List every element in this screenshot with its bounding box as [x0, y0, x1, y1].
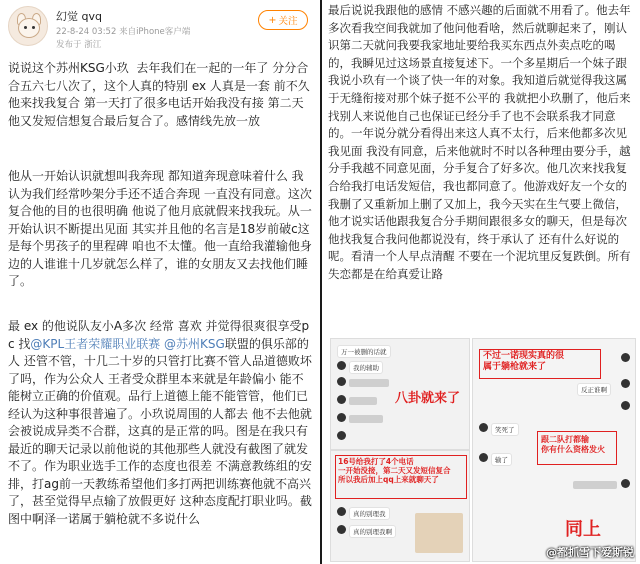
chat3-bubble-1: 反正谁啊 — [577, 383, 611, 396]
plus-icon: + — [268, 14, 277, 26]
avatar-face — [18, 18, 40, 38]
avatar-eye-left — [24, 26, 27, 29]
post-paragraph-3 — [8, 318, 312, 528]
post-header — [0, 0, 320, 54]
chat1-annotation: 八卦就来了 — [395, 391, 461, 406]
chat1-blur-3 — [349, 415, 383, 423]
chat3-annotation-1: 不过一诺现实真的很 属于躺枪就来了 — [483, 351, 565, 372]
mention-links[interactable]: @KPL王者荣耀职业联赛 @苏州KSG — [30, 336, 225, 351]
chat2-annotation: 16号给我打了4个电话 一开始没接，第二天又发短信复合 所以我后加上qq上来就聊天了 — [338, 457, 451, 484]
follow-label: 关注 — [278, 16, 298, 27]
chat1-blur-2 — [349, 397, 377, 405]
chat2-avatar-2 — [337, 525, 346, 534]
chat3-avatar-1 — [621, 353, 630, 362]
chat3-avatar-5 — [479, 453, 488, 462]
post-paragraph-2: 他从一开始认识就想叫我奔现 都知道奔现意味着什么 我认为我们经常吵架分手还不适合奔现 一直没有同意。这次复合他的目的也很明确 他说了他月底就假来找我玩。从一开始认识不断提出见面 其实并且他的名言是18岁前破c这是每个男孩子的里程碑 咱也不太懂。他一直给我灌输他身边的人谁谁十几岁就怎么样了，谁的女朋友又去找他们睡了。 — [8, 169, 312, 288]
chat3-avatar-6 — [621, 479, 630, 488]
username[interactable]: 幻觉 qvq — [56, 10, 102, 23]
right-text: 最后说说我跟他的感情 不感兴趣的后面就不用看了。他去年多次看我空间我就加了他问他看啥，然后就聊起来了，刚认识第二天就问我要我家地址要给我买东西点外卖点吃的喝的，我瞬见过这场景直接复述下。一个多星期后一个妹子跟我说小玖有一个谈了快一年的对象。我知道后就觉得我这属于无缝衔接对那个妹子挺不公平的 我就把小玖删了，他后来找别人来说他自己也保证已经分手了也不会联系我才同意的。一年说分就分看得出来这人真不太行，后来他都多次见我见面 我没有同意，后来他就时不时以各种理由要分手，越分手我越不同意见面，分手复合了好多次。他几次来找我复合给我打电话发短信，我也都同意了。他游戏好友一个女的我删了又重新加上删了又加上，我今天实在生气要上微信，他才说实话他跟我复合分手期间跟很多女的聊天，但是每次他找我复合我问他都说没有，终于承认了 还有什么好说的呢。看清一个人早点清醒 不要在一个泥坑里反复跌倒。所有失恋都是在给真爱让路 — [328, 3, 631, 281]
post-paragraph-1: 说说这个苏州KSG小玖 去年我们在一起的一年了 分分合合五六七八次了，这个人真的特别 ex 人真是一套 前不久他来找我复合 第一天打了很多电话开始我没有接 第二天他又发短信想复合最后复合了。感情线先放一放 — [8, 61, 310, 128]
follow-button[interactable] — [258, 10, 308, 30]
chat3-avatar-4 — [479, 423, 488, 432]
chat2-avatar — [337, 507, 346, 516]
chat1-avatar-2 — [337, 377, 346, 386]
chat3-avatar-2 — [621, 379, 630, 388]
avatar[interactable] — [8, 6, 48, 46]
chat-screenshot-1 — [330, 338, 470, 450]
chat3-avatar-3 — [621, 401, 630, 410]
chat-screenshot-3 — [472, 338, 636, 562]
chat3-blur-1 — [573, 481, 617, 489]
post-paragraph-3-a: 最 ex 的他说队友小A多次 经常 喜欢 并觉得很爽很享受pc 找 — [8, 319, 310, 351]
chat1-avatar-4 — [337, 413, 346, 422]
chat3-annotation-2: 跟二队打都输 你有什么资格发火 — [541, 435, 605, 454]
chat3-annotation-3: 同上 — [565, 519, 601, 540]
post-meta: 22-8-24 03:52 来自iPhone客户端 — [56, 27, 191, 37]
chat1-avatar — [337, 361, 346, 370]
chat2-image-blur — [415, 513, 463, 553]
chat1-avatar-5 — [337, 431, 346, 440]
chat1-blur-1 — [349, 379, 389, 387]
chat1-title: 万一被删的话就 — [337, 345, 391, 358]
chat2-bubble-1: 真的别理我 — [349, 507, 390, 520]
post-location: 发布于 浙江 — [56, 40, 102, 50]
watermark: @都抓雪下爱斯锐 — [546, 546, 634, 559]
chat3-bubble-3: 输了 — [491, 453, 512, 466]
avatar-eye-right — [32, 26, 35, 29]
chat1-name: 我的辅助 — [349, 361, 383, 374]
post-paragraph-3-b: 联盟的俱乐部的人 还管不管，十几二十岁的只管打比赛不管人品道德败坏了吗，作为公众人 王者受众群里本来就是年龄偏小 能不能树立正确的价值观。品行上道德上能不能管管，他们已经认为这种事很普遍了。小玖说周围的人都去 他不去他就会被说成异类不合群，这真的是正常的吗。图是在我只有最近的聊天记录以前他说的其他那些人就没有截图了就发不了。作为职业选手工作的态度也很差 不满意教练组的安排，打ag前一天教练希望他们多打两把训练赛他就不高兴了，甚至觉得早点输了放假更好 这种态度配打职业吗。截图中啊泽一诺属于躺枪就不多说什么 — [8, 336, 312, 526]
chat-screenshot-2 — [330, 450, 470, 562]
chat2-bubble-2: 真的别理我啊 — [349, 525, 396, 538]
chat1-avatar-3 — [337, 395, 346, 404]
chat3-bubble-2: 笑死了 — [491, 423, 519, 436]
